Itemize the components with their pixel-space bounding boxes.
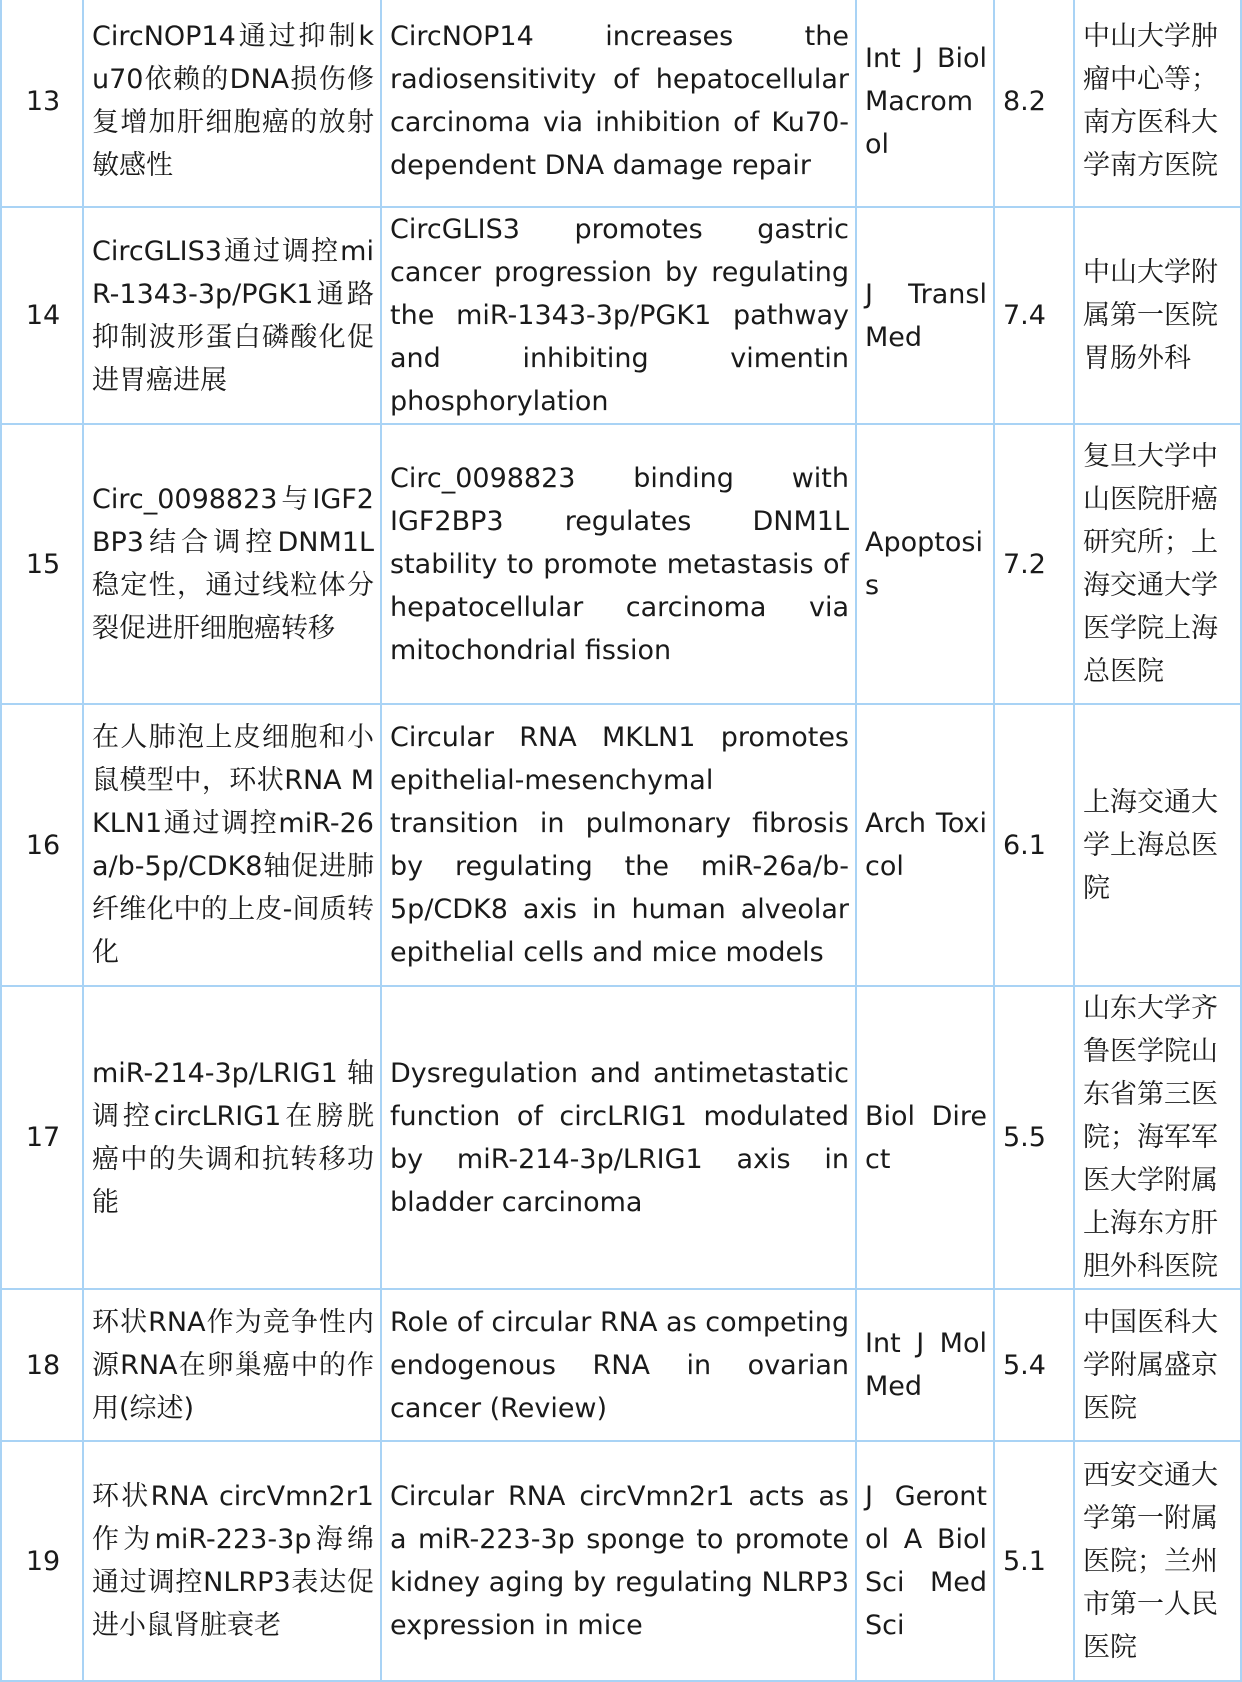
row-number: 19 [1,1441,83,1681]
chinese-title: CircGLIS3通过调控miR-1343-3p/PGK1通路抑制波形蛋白磷酸化促进胃癌进展 [83,207,381,424]
impact-factor: 6.1 [994,704,1074,986]
journal: Apoptosis [856,424,994,704]
institution: 山东大学齐鲁医学院山东省第三医院；海军军医大学附属上海东方肝胆外科医院 [1074,986,1241,1289]
institution: 中国医科大学附属盛京医院 [1074,1289,1241,1441]
row-number: 15 [1,424,83,704]
impact-factor: 5.4 [994,1289,1074,1441]
table-row [1,1441,1241,1681]
english-title: Circular RNA circVmn2r1 acts as a miR-223-3p sponge to promote kidney aging by regulating NLRP3 expression in mice [381,1441,856,1681]
chinese-title: 环状RNA作为竞争性内源RNA在卵巢癌中的作用(综述) [83,1289,381,1441]
impact-factor: 5.5 [994,986,1074,1289]
impact-factor: 7.2 [994,424,1074,704]
row-number: 16 [1,704,83,986]
table-row [1,986,1241,1289]
row-number: 18 [1,1289,83,1441]
impact-factor: 8.2 [994,0,1074,207]
table-row [1,704,1241,986]
chinese-title: 环状RNA circVmn2r1作为miR-223-3p海绵通过调控NLRP3表达促进小鼠肾脏衰老 [83,1441,381,1681]
impact-factor: 5.1 [994,1441,1074,1681]
english-title: Role of circular RNA as competing endogenous RNA in ovarian cancer (Review) [381,1289,856,1441]
row-number: 13 [1,0,83,207]
institution: 上海交通大学上海总医院 [1074,704,1241,986]
institution: 中山大学肿瘤中心等；南方医科大学南方医院 [1074,0,1241,207]
table-row [1,1289,1241,1441]
journal: Int J Biol Macromol [856,0,994,207]
english-title: CircNOP14 increases the radiosensitivity of hepatocellular carcinoma via inhibition of Ku70-dependent DNA damage repair [381,0,856,207]
journal: Int J Mol Med [856,1289,994,1441]
table-row [1,424,1241,704]
english-title: Circular RNA MKLN1 promotes epithelial-mesenchymal transition in pulmonary fibrosis by regulating the miR-26a/b-5p/CDK8 axis in human alveolar epithelial cells and mice models [381,704,856,986]
impact-factor: 7.4 [994,207,1074,424]
row-number: 17 [1,986,83,1289]
row-number: 14 [1,207,83,424]
chinese-title: miR-214-3p/LRIG1轴调控circLRIG1在膀胱癌中的失调和抗转移功能 [83,986,381,1289]
chinese-title: 在人肺泡上皮细胞和小鼠模型中，环状RNA MKLN1通过调控miR-26a/b-5p/CDK8轴促进肺纤维化中的上皮-间质转化 [83,704,381,986]
chinese-title: CircNOP14通过抑制ku70依赖的DNA损伤修复增加肝细胞癌的放射敏感性 [83,0,381,207]
journal: Biol Direct [856,986,994,1289]
journal: J Gerontol A Biol Sci Med Sci [856,1441,994,1681]
english-title: Dysregulation and antimetastatic function of circLRIG1 modulated by miR-214-3p/LRIG1 axis in bladder carcinoma [381,986,856,1289]
table-row [1,0,1241,207]
institution: 西安交通大学第一附属医院；兰州市第一人民医院 [1074,1441,1241,1681]
journal: J Transl Med [856,207,994,424]
english-title: Circ_0098823 binding with IGF2BP3 regulates DNM1L stability to promote metastasis of hepatocellular carcinoma via mitochondrial fission [381,424,856,704]
english-title: CircGLIS3 promotes gastric cancer progression by regulating the miR-1343-3p/PGK1 pathway and inhibiting vimentin phosphorylation [381,207,856,424]
chinese-title: Circ_0098823与IGF2BP3结合调控DNM1L稳定性，通过线粒体分裂促进肝细胞癌转移 [83,424,381,704]
table-row [1,207,1241,424]
institution: 复旦大学中山医院肝癌研究所；上海交通大学医学院上海总医院 [1074,424,1241,704]
institution: 中山大学附属第一医院胃肠外科 [1074,207,1241,424]
journal: Arch Toxicol [856,704,994,986]
